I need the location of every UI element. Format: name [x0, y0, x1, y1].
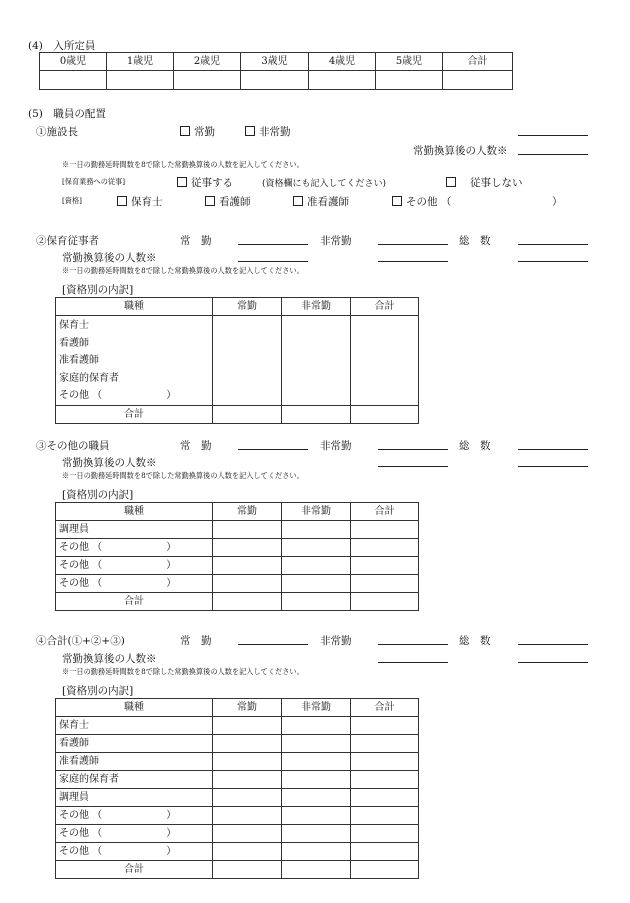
cell[interactable]	[282, 843, 351, 861]
row-close: ）	[166, 542, 177, 553]
teachers-conv-full-line[interactable]	[238, 261, 308, 262]
cell[interactable]	[213, 735, 282, 753]
total-table	[55, 698, 419, 879]
total-note: ※一日の勤務延時間数を8で除した常勤換算後の人数を記入してください。	[62, 667, 304, 676]
cell[interactable]	[213, 521, 282, 539]
sum-label: 合計	[56, 861, 213, 879]
capacity-header: 合計	[443, 53, 513, 71]
capacity-header: 0歳児	[40, 53, 107, 71]
cell[interactable]	[282, 593, 351, 611]
table-row: 家庭的保育者	[59, 372, 119, 384]
teachers-part-label: 非常勤	[320, 235, 352, 247]
table-header: 合計	[351, 699, 419, 717]
cell[interactable]	[213, 789, 282, 807]
table-row: 看護師	[59, 337, 89, 349]
cell[interactable]	[282, 521, 351, 539]
table-row	[56, 539, 213, 557]
others-table	[55, 502, 419, 611]
cell[interactable]	[282, 825, 351, 843]
cell[interactable]	[351, 861, 419, 879]
cell[interactable]	[213, 753, 282, 771]
table-header: 合計	[351, 298, 419, 316]
qual-assistant-nurse-option[interactable]	[293, 194, 349, 209]
row-label: その他 （	[59, 560, 103, 571]
capacity-cell[interactable]	[443, 71, 513, 90]
cell[interactable]	[282, 316, 351, 406]
others-conv-part-line[interactable]	[378, 466, 448, 467]
cell[interactable]	[351, 807, 419, 825]
others-total-label: 総 数	[459, 440, 491, 452]
table-row	[56, 807, 213, 825]
teachers-full-line[interactable]	[238, 244, 308, 245]
total-full-line[interactable]	[238, 644, 308, 645]
capacity-cell[interactable]	[40, 71, 107, 90]
option-label: 従事しない	[470, 177, 523, 189]
teachers-total-line[interactable]	[518, 244, 588, 245]
option-label: その他 （	[406, 196, 452, 208]
table-row	[59, 387, 212, 405]
cell[interactable]	[351, 753, 419, 771]
cell[interactable]	[213, 861, 282, 879]
capacity-header: 5歳児	[376, 53, 443, 71]
capacity-header: 3歳児	[241, 53, 309, 71]
table-header: 非常勤	[282, 699, 351, 717]
capacity-cell[interactable]	[376, 71, 443, 90]
table-row: 調理員	[56, 789, 213, 807]
sum-label: 合計	[56, 593, 213, 611]
total-conv-part-line[interactable]	[378, 662, 448, 663]
duty-yes-note: (資格欄にも記入してください)	[262, 179, 387, 189]
table-row: 保育士	[59, 320, 89, 331]
cell[interactable]	[351, 789, 419, 807]
others-part-line[interactable]	[378, 449, 448, 450]
capacity-cell[interactable]	[241, 71, 309, 90]
total-part-label: 非常勤	[320, 635, 352, 647]
row-close: ）	[166, 810, 177, 821]
teachers-table	[55, 297, 419, 424]
sum-label: 合計	[56, 405, 213, 423]
option-label: 准看護師	[307, 196, 349, 208]
cell[interactable]	[213, 593, 282, 611]
teachers-full-label: 常 勤	[180, 235, 212, 247]
director-part-option[interactable]	[245, 124, 291, 139]
checkbox-icon[interactable]	[446, 177, 456, 187]
row-label: その他 （	[59, 846, 103, 857]
qual-other-close: ）	[552, 196, 563, 208]
row-label: その他 （	[59, 390, 103, 401]
cell[interactable]	[351, 771, 419, 789]
option-label: 常勤	[194, 126, 215, 138]
teachers-conv-total-line[interactable]	[518, 261, 588, 262]
cell[interactable]	[351, 405, 419, 423]
table-row: 調理員	[56, 521, 213, 539]
capacity-cell[interactable]	[309, 71, 376, 90]
others-full-label: 常 勤	[180, 440, 212, 452]
total-breakdown-label: [資格別の内訳]	[62, 685, 134, 697]
row-close: ）	[166, 828, 177, 839]
cell[interactable]	[213, 825, 282, 843]
cell[interactable]	[351, 843, 419, 861]
table-row: 准看護師	[56, 753, 213, 771]
capacity-header: 4歳児	[309, 53, 376, 71]
cell[interactable]	[213, 405, 282, 423]
total-converted-label: 常勤換算後の人数※	[62, 653, 157, 665]
duty-yes-option[interactable]	[177, 175, 233, 190]
director-note: ※一日の勤務延時間数を8で除した常勤換算後の人数を記入してください。	[62, 160, 304, 169]
table-row: 看護師	[56, 735, 213, 753]
others-converted-label: 常勤換算後の人数※	[62, 457, 157, 469]
teachers-total-label: 総 数	[459, 235, 491, 247]
cell[interactable]	[213, 807, 282, 825]
row-close: ）	[166, 560, 177, 571]
cell[interactable]	[351, 825, 419, 843]
cell[interactable]	[213, 557, 282, 575]
cell[interactable]	[282, 575, 351, 593]
cell[interactable]	[282, 735, 351, 753]
teachers-breakdown-label: [資格別の内訳]	[62, 284, 134, 296]
director-count-line[interactable]	[518, 135, 588, 136]
table-row	[56, 557, 213, 575]
cell[interactable]	[282, 405, 351, 423]
director-label: ①施設長	[36, 126, 78, 138]
section-4-title: (4) 入所定員	[28, 40, 96, 52]
cell[interactable]	[351, 316, 419, 406]
option-label: 看護師	[219, 196, 251, 208]
total-label: ④合計(①+②+③)	[36, 635, 125, 647]
director-full-option[interactable]	[180, 124, 215, 139]
table-header: 非常勤	[282, 298, 351, 316]
teachers-note: ※一日の勤務延時間数を8で除した常勤換算後の人数を記入してください。	[62, 266, 304, 275]
cell[interactable]	[282, 717, 351, 735]
total-total-label: 総 数	[459, 635, 491, 647]
table-header: 常勤	[213, 699, 282, 717]
teachers-converted-label: 常勤換算後の人数※	[62, 252, 157, 264]
checkbox-icon[interactable]	[117, 196, 127, 206]
checkbox-icon[interactable]	[245, 126, 255, 136]
checkbox-icon[interactable]	[293, 196, 303, 206]
others-note: ※一日の勤務延時間数を8で除した常勤換算後の人数を記入してください。	[62, 471, 304, 480]
others-label: ③その他の職員	[36, 440, 110, 452]
table-row: 准看護師	[59, 355, 99, 366]
qual-nurse-option[interactable]	[205, 194, 251, 209]
director-converted-line[interactable]	[518, 154, 588, 155]
duty-no-option[interactable]	[446, 175, 523, 190]
cell[interactable]	[351, 735, 419, 753]
table-row	[56, 825, 213, 843]
table-header: 常勤	[213, 503, 282, 521]
capacity-cell[interactable]	[174, 71, 241, 90]
cell[interactable]	[213, 843, 282, 861]
table-header: 職種	[56, 298, 213, 316]
table-header: 常勤	[213, 298, 282, 316]
qual-label: [資格]	[62, 196, 82, 205]
row-close: ）	[166, 390, 177, 401]
row-close: ）	[166, 846, 177, 857]
total-part-line[interactable]	[378, 644, 448, 645]
table-header: 職種	[56, 503, 213, 521]
cell[interactable]	[213, 575, 282, 593]
duty-label: [保育業務への従事]	[62, 177, 126, 186]
others-breakdown-label: [資格別の内訳]	[62, 489, 134, 501]
table-row: 家庭的保育者	[56, 771, 213, 789]
table-row	[56, 575, 213, 593]
others-conv-total-line[interactable]	[518, 466, 588, 467]
teachers-conv-part-line[interactable]	[378, 261, 448, 262]
cell[interactable]	[213, 316, 282, 406]
cell[interactable]	[282, 789, 351, 807]
checkbox-icon[interactable]	[177, 177, 187, 187]
capacity-table	[39, 52, 513, 90]
others-total-line[interactable]	[518, 449, 588, 450]
cell[interactable]	[351, 557, 419, 575]
capacity-cell[interactable]	[107, 71, 174, 90]
total-full-label: 常 勤	[180, 635, 212, 647]
qual-list	[56, 316, 213, 406]
cell[interactable]	[213, 539, 282, 557]
qual-other-option[interactable]	[392, 194, 451, 209]
section-5-title: (5) 職員の配置	[28, 108, 106, 120]
checkbox-icon[interactable]	[180, 126, 190, 136]
checkbox-icon[interactable]	[392, 196, 402, 206]
option-label: 保育士	[131, 196, 163, 208]
row-label: その他 （	[59, 542, 103, 553]
teachers-part-line[interactable]	[378, 244, 448, 245]
others-full-line[interactable]	[238, 449, 308, 450]
table-row	[56, 843, 213, 861]
checkbox-icon[interactable]	[205, 196, 215, 206]
cell[interactable]	[213, 717, 282, 735]
director-converted-label: 常勤換算後の人数※	[413, 145, 508, 157]
cell[interactable]	[351, 521, 419, 539]
cell[interactable]	[282, 771, 351, 789]
option-label: 非常勤	[259, 126, 291, 138]
option-label: 従事する	[191, 177, 233, 189]
row-label: その他 （	[59, 828, 103, 839]
cell[interactable]	[282, 753, 351, 771]
cell[interactable]	[351, 593, 419, 611]
capacity-header: 1歳児	[107, 53, 174, 71]
row-close: ）	[166, 578, 177, 589]
cell[interactable]	[351, 575, 419, 593]
qual-childcare-option[interactable]	[117, 194, 163, 209]
cell[interactable]	[213, 771, 282, 789]
cell[interactable]	[351, 717, 419, 735]
table-header: 合計	[351, 503, 419, 521]
cell[interactable]	[282, 557, 351, 575]
row-label: その他 （	[59, 578, 103, 589]
total-total-line[interactable]	[518, 644, 588, 645]
cell[interactable]	[282, 539, 351, 557]
cell[interactable]	[351, 539, 419, 557]
teachers-label: ②保育従事者	[36, 235, 99, 247]
row-label: その他 （	[59, 810, 103, 821]
total-conv-total-line[interactable]	[518, 662, 588, 663]
others-part-label: 非常勤	[320, 440, 352, 452]
table-header: 非常勤	[282, 503, 351, 521]
table-row: 保育士	[56, 717, 213, 735]
cell[interactable]	[282, 807, 351, 825]
table-header: 職種	[56, 699, 213, 717]
cell[interactable]	[282, 861, 351, 879]
capacity-header: 2歳児	[174, 53, 241, 71]
